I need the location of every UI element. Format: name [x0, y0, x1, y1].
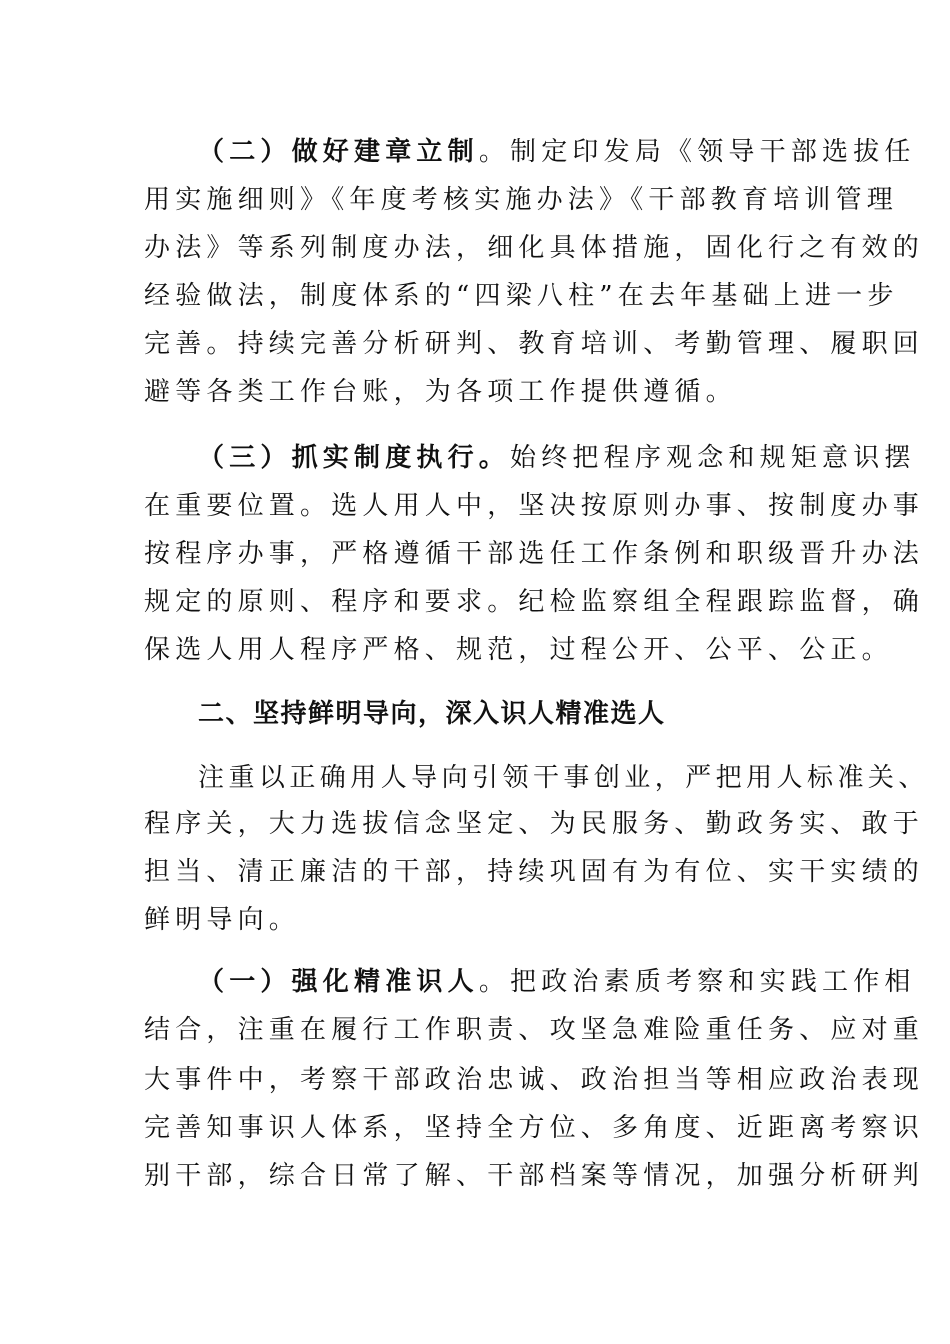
section-heading: 二、坚持鲜明导向，深入识人精准选人 — [198, 699, 666, 729]
paragraph-2-line-4: 规定的原则、程序和要求。纪检监察组全程跟踪监督，确 — [144, 587, 925, 617]
paragraph-1-heading: （二）做好建章立制 — [198, 137, 479, 167]
paragraph-4-heading: （一）强化精准识人 — [198, 967, 479, 997]
paragraph-2-line-2: 在重要位置。选人用人中，坚决按原则办事、按制度办事 — [144, 491, 925, 521]
paragraph-2-text: 始终把程序观念和规矩意识摆 — [510, 443, 916, 473]
paragraph-4-line-5: 别干部，综合日常了解、干部档案等情况，加强分析研判 — [144, 1161, 925, 1191]
paragraph-2-line-1 — [198, 438, 916, 478]
paragraph-1-line-1 — [198, 132, 916, 172]
paragraph-4-line-1 — [198, 962, 916, 1002]
paragraph-2-line-3: 按程序办事，严格遵循干部选任工作条例和职级晋升办法 — [144, 539, 925, 569]
paragraph-3-line-4: 鲜明导向。 — [144, 905, 301, 935]
paragraph-1-line-3: 办法》等系列制度办法，细化具体措施，固化行之有效的 — [144, 233, 925, 263]
paragraph-1-line-4: 经验做法，制度体系的“四梁八柱”在去年基础上进一步 — [144, 281, 899, 311]
paragraph-4-text: 。把政治素质考察和实践工作相 — [478, 967, 916, 997]
paragraph-1-text: 。制定印发局《领导干部选拔任 — [478, 137, 916, 167]
paragraph-3-line-2: 程序关，大力选拔信念坚定、为民服务、勤政务实、敢于 — [144, 809, 925, 839]
paragraph-1-line-2: 用实施细则》《年度考核实施办法》《干部教育培训管理 — [144, 185, 899, 215]
paragraph-1-line-6: 避等各类工作台账，为各项工作提供遵循。 — [144, 377, 737, 407]
paragraph-2-heading: （三）抓实制度执行。 — [198, 443, 511, 473]
paragraph-4-line-3: 大事件中，考察干部政治忠诚、政治担当等相应政治表现 — [144, 1065, 925, 1095]
paragraph-3-line-3: 担当、清正廉洁的干部，持续巩固有为有位、实干实绩的 — [144, 857, 925, 887]
paragraph-3-line-1: 注重以正确用人导向引领干事创业，严把用人标准关、 — [198, 763, 929, 793]
paragraph-4-line-2: 结合，注重在履行工作职责、攻坚急难险重任务、应对重 — [144, 1015, 925, 1045]
paragraph-2-line-5: 保选人用人程序严格、规范，过程公开、公平、公正。 — [144, 635, 893, 665]
paragraph-4-line-4: 完善知事识人体系，坚持全方位、多角度、近距离考察识 — [144, 1113, 925, 1143]
paragraph-1-line-5: 完善。持续完善分析研判、教育培训、考勤管理、履职回 — [144, 329, 925, 359]
